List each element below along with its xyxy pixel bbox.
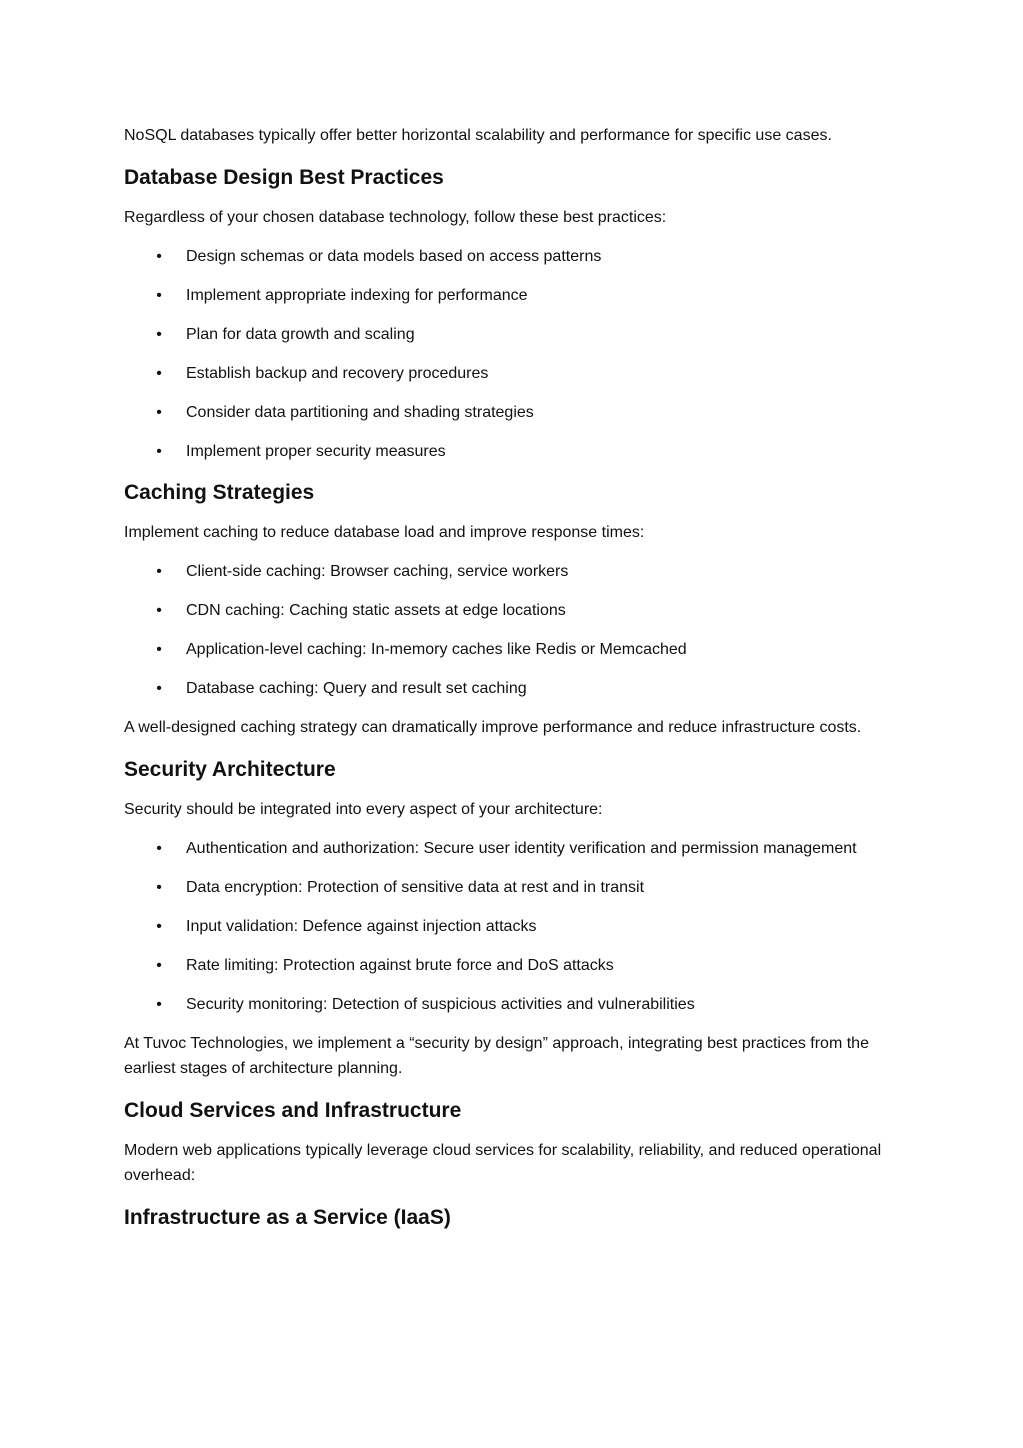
bullet-icon: • [156,996,162,1013]
bullet-icon: • [156,287,162,304]
list-item: • Implement proper security measures [124,439,894,464]
cloud-intro: Modern web applications typically leverage cloud services for scalability, reliability, and reduced operational overhead: [124,1142,882,1184]
list-item: • Rate limiting: Protection against brute force and DoS attacks [124,953,894,978]
list-item: • Application-level caching: In-memory caches like Redis or Memcached [124,637,894,662]
heading-database-design: Database Design Best Practices [124,166,444,189]
bullet-icon: • [156,957,162,974]
bullet-icon: • [156,248,162,265]
caching-outro: A well-designed caching strategy can dramatically improve performance and reduce infrastructure costs. [124,719,862,736]
caching-intro: Implement caching to reduce database load and improve response times: [124,524,645,541]
bullet-icon: • [156,879,162,896]
list-item: • Input validation: Defence against injection attacks [124,914,894,939]
list-item: • Database caching: Query and result set caching [124,676,894,701]
list-item: • Data encryption: Protection of sensitive data at rest and in transit [124,875,894,900]
heading-caching-strategies: Caching Strategies [124,481,315,504]
heading-iaas: Infrastructure as a Service (IaaS) [124,1206,451,1229]
list-item: • Authentication and authorization: Secure user identity verification and permission management [124,836,894,861]
heading-security-architecture: Security Architecture [124,758,336,781]
intro-paragraph: NoSQL databases typically offer better horizontal scalability and performance for specific use cases. [124,127,832,144]
bullet-icon: • [156,365,162,382]
list-item: • Plan for data growth and scaling [124,322,894,347]
bullet-icon: • [156,443,162,460]
bullet-icon: • [156,840,162,857]
security-list [124,836,894,1017]
document-page [124,123,894,1233]
bullet-icon: • [156,602,162,619]
caching-list [124,559,894,701]
security-outro: At Tuvoc Technologies, we implement a “security by design” approach, integrating best practices from the earliest stages of architecture planning. [124,1035,869,1077]
list-item: • CDN caching: Caching static assets at edge locations [124,598,894,623]
list-item: • Implement appropriate indexing for performance [124,283,894,308]
database-design-intro: Regardless of your chosen database technology, follow these best practices: [124,209,667,226]
bullet-icon: • [156,326,162,343]
list-item: • Client-side caching: Browser caching, service workers [124,559,894,584]
list-item: • Security monitoring: Detection of suspicious activities and vulnerabilities [124,992,894,1017]
security-intro: Security should be integrated into every aspect of your architecture: [124,801,603,818]
heading-cloud-services: Cloud Services and Infrastructure [124,1099,462,1122]
list-item: • Establish backup and recovery procedures [124,361,894,386]
bullet-icon: • [156,404,162,421]
database-design-list [124,244,894,464]
bullet-icon: • [156,918,162,935]
bullet-icon: • [156,563,162,580]
bullet-icon: • [156,680,162,697]
bullet-icon: • [156,641,162,658]
list-item: • Design schemas or data models based on access patterns [124,244,894,269]
list-item: • Consider data partitioning and shading strategies [124,400,894,425]
